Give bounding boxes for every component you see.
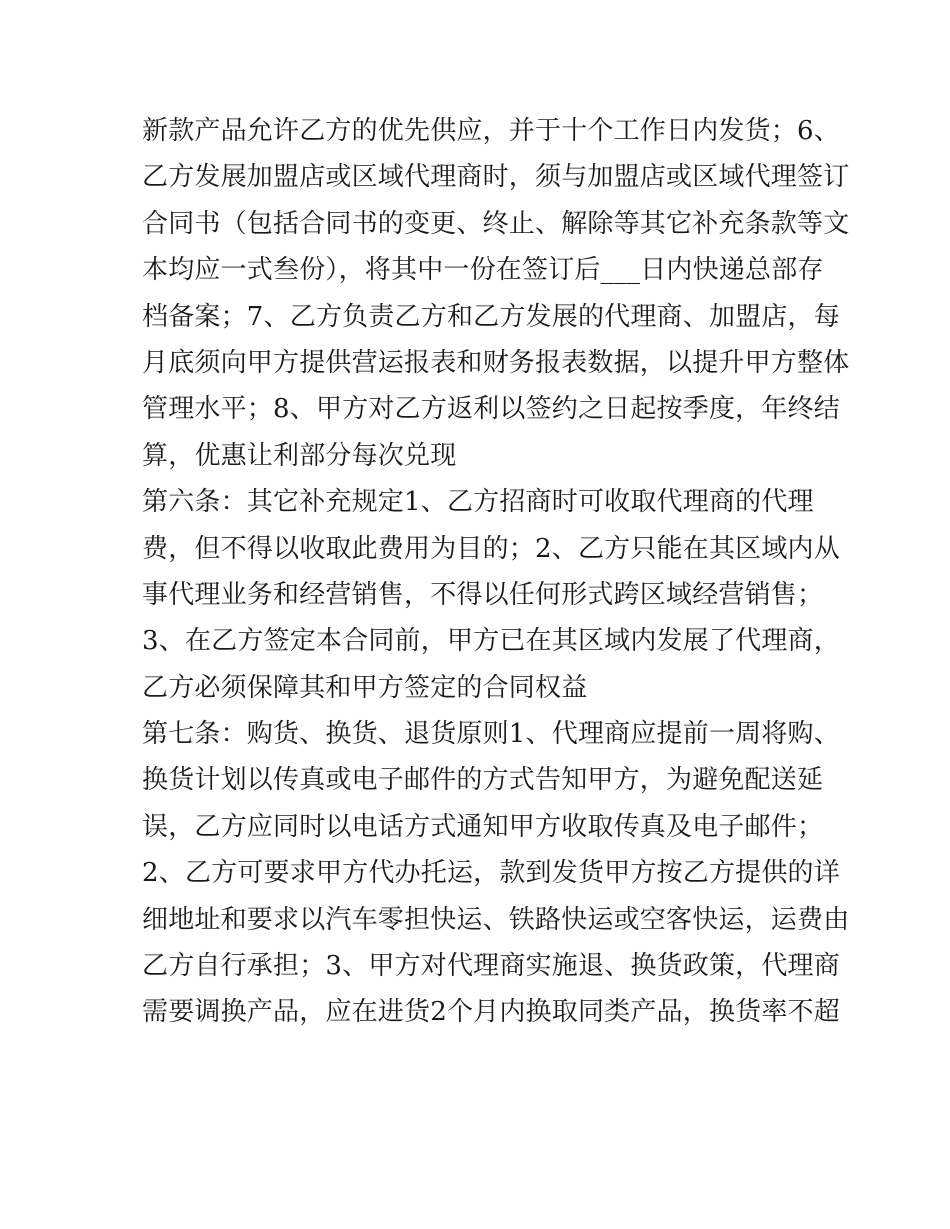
text-line: 需要调换产品，应在进货2个月内换取同类产品，换货率不超 xyxy=(142,997,840,1028)
text-line: 2、乙方可要求甲方代办托运，款到发货甲方按乙方提供的详 xyxy=(142,858,840,889)
text-line: 误，乙方应同时以电话方式通知甲方收取传真及电子邮件； xyxy=(142,811,824,842)
text-line: 月底须向甲方提供营运报表和财务报表数据，以提升甲方整体 xyxy=(142,347,850,378)
text-line: 乙方自行承担；3、甲方对代理商实施退、换货政策，代理商 xyxy=(142,951,840,982)
text-line: 档备案；7、乙方负责乙方和乙方发展的代理商、加盟店，每 xyxy=(142,301,840,332)
text-line: 算，优惠让利部分每次兑现 xyxy=(142,440,457,471)
article-6-line: 第六条：其它补充规定1、乙方招商时可收取代理商的代理 xyxy=(142,487,814,518)
text-line: 新款产品允许乙方的优先供应，并于十个工作日内发货；6、 xyxy=(142,116,840,146)
text-line: 3、在乙方签定本合同前，甲方已在其区域内发展了代理商， xyxy=(142,626,840,657)
text-line: 事代理业务和经营销售，不得以任何形式跨区域经营销售； xyxy=(142,579,824,610)
text-line: 管理水平；8、甲方对乙方返利以签约之日起按季度，年终结 xyxy=(142,394,840,425)
text-line: 费，但不得以收取此费用为目的；2、乙方只能在其区域内从 xyxy=(142,533,840,564)
article-7-line: 第七条：购货、换货、退货原则1、代理商应提前一周将购、 xyxy=(142,719,840,750)
text-line: 乙方必须保障其和甲方签定的合同权益 xyxy=(142,672,588,703)
text-line: 换货计划以传真或电子邮件的方式告知甲方，为避免配送延 xyxy=(142,765,824,796)
text-line: 本均应一式叁份），将其中一份在签订后___日内快递总部存 xyxy=(142,255,824,286)
text-line: 合同书（包括合同书的变更、终止、解除等其它补充条款等文 xyxy=(142,208,850,239)
contract-text-body xyxy=(142,108,850,1036)
text-line: 乙方发展加盟店或区域代理商时，须与加盟店或区域代理签订 xyxy=(142,162,850,193)
text-line: 细地址和要求以汽车零担快运、铁路快运或空客快运，运费由 xyxy=(142,904,850,935)
